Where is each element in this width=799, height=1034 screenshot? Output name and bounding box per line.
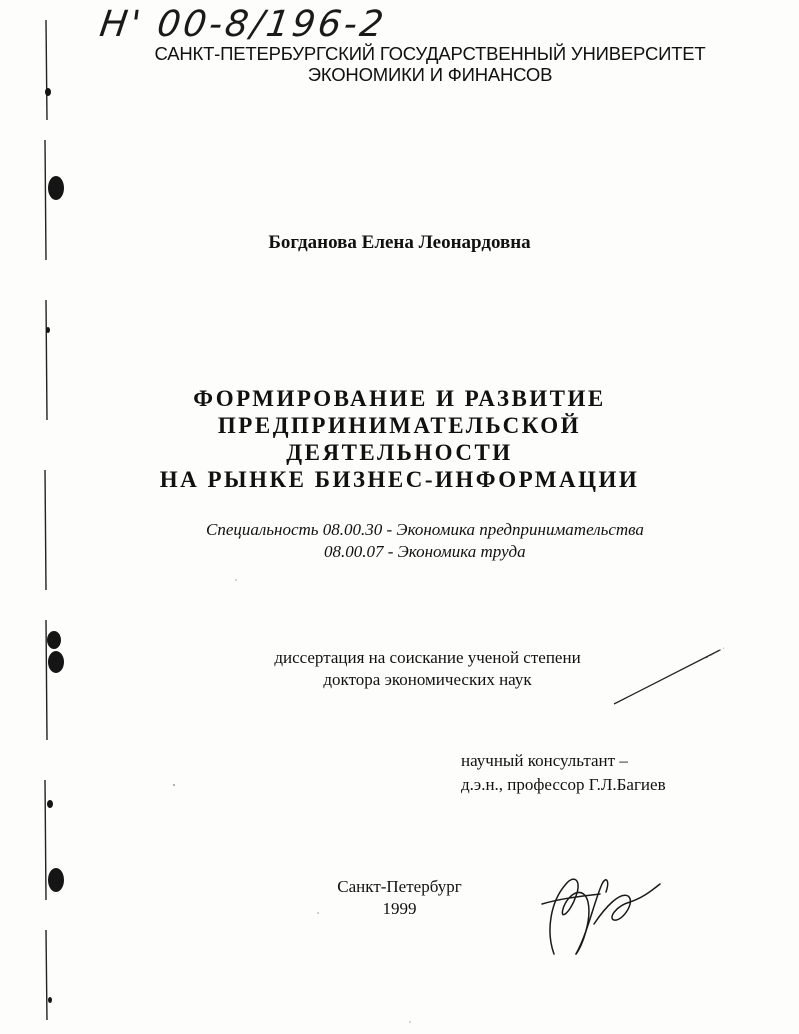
specialty-line-1: Специальность 08.00.30 - Экономика предпринимательства xyxy=(206,520,644,539)
degree-line-1: диссертация на соискание ученой степени xyxy=(274,648,581,667)
title-line-2: ПРЕДПРИНИМАТЕЛЬСКОЙ xyxy=(217,413,582,438)
specialty-line-2: 08.00.07 - Экономика труда xyxy=(324,542,526,561)
consultant-line-2: д.э.н., профессор Г.Л.Багиев xyxy=(461,775,666,794)
university-line-1: САНКТ-ПЕТЕРБУРГСКИЙ ГОСУДАРСТВЕННЫЙ УНИВЕРСИТЕТ xyxy=(154,43,706,64)
title-line-1: ФОРМИРОВАНИЕ И РАЗВИТИЕ xyxy=(193,386,606,411)
archive-number-handwritten: Н' 00-8/196-2 xyxy=(97,4,389,45)
city: Санкт-Петербург xyxy=(337,877,462,896)
author-name: Богданова Елена Леонардовна xyxy=(268,232,531,253)
year: 1999 xyxy=(382,899,417,918)
university-line-2: ЭКОНОМИКИ И ФИНАНСОВ xyxy=(307,64,553,85)
title-line-3: ДЕЯТЕЛЬНОСТИ xyxy=(286,440,513,465)
degree-line-2: доктора экономических наук xyxy=(323,670,532,689)
title-line-4: НА РЫНКЕ БИЗНЕС-ИНФОРМАЦИИ xyxy=(159,467,640,492)
consultant-line-1: научный консультант – xyxy=(461,751,628,770)
